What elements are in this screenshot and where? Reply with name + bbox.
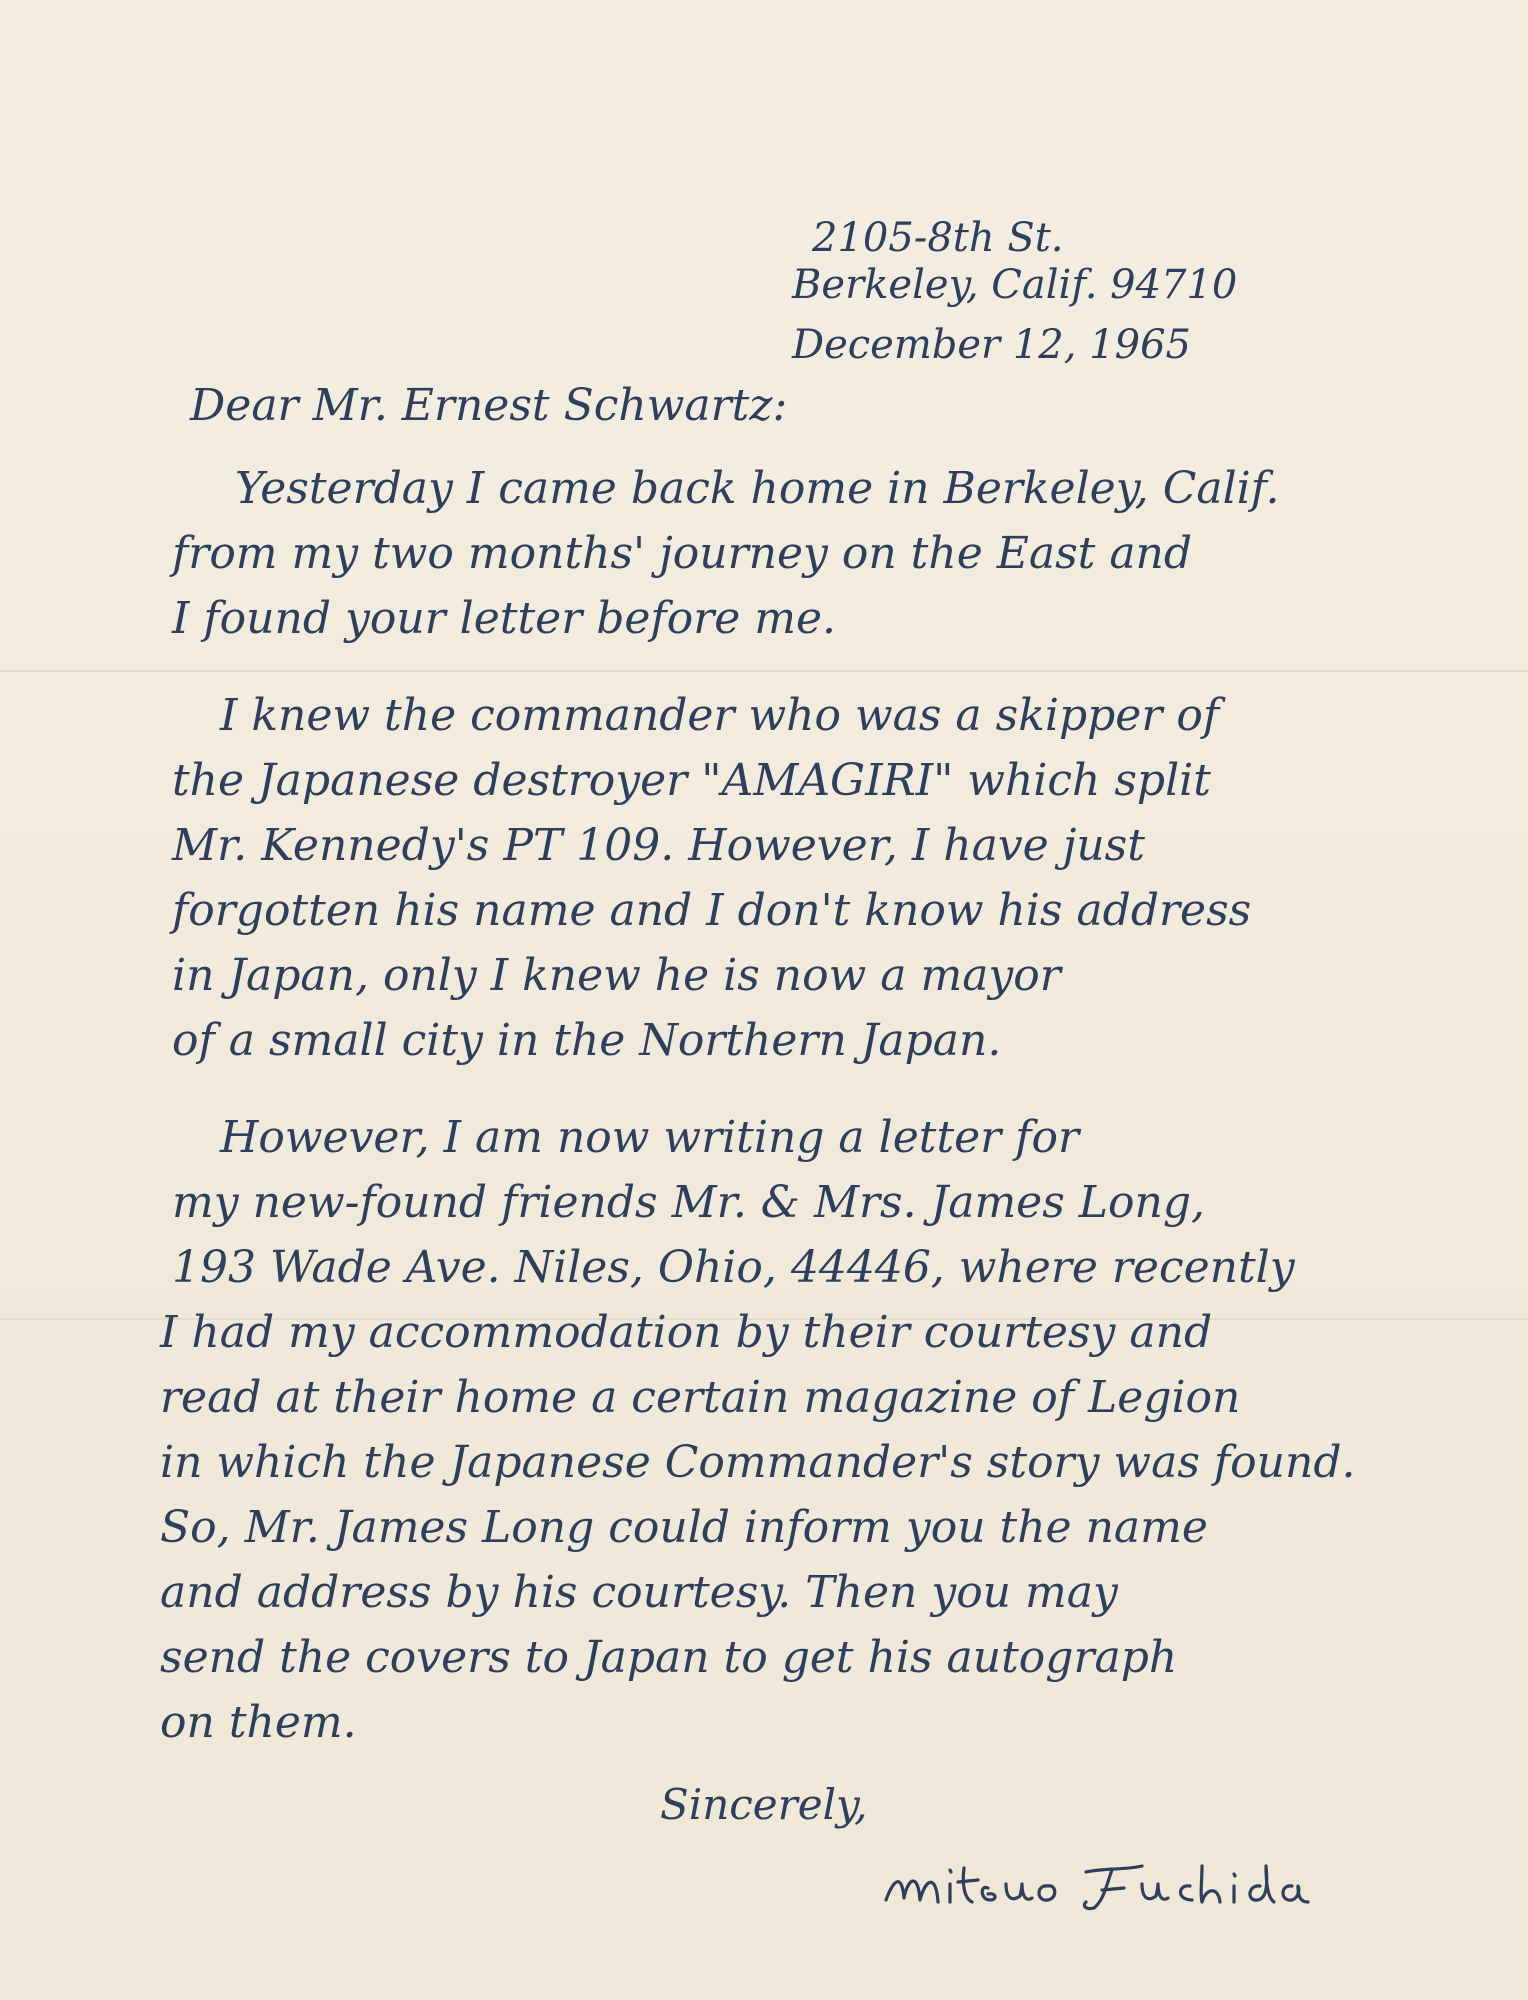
body-line: However, I am now writing a letter for xyxy=(220,1112,1079,1163)
handwritten-signature xyxy=(880,1848,1310,1918)
body-line: Yesterday I came back home in Berkeley, Calif. xyxy=(235,463,1280,514)
fold-line xyxy=(0,670,1528,672)
body-line: the Japanese destroyer "AMAGIRI" which split xyxy=(172,755,1211,806)
salutation: Dear Mr. Ernest Schwartz: xyxy=(190,380,788,431)
body-line: I had my accommodation by their courtesy and xyxy=(160,1307,1213,1358)
body-line: my new-found friends Mr. & Mrs. James Long, xyxy=(172,1177,1205,1228)
body-line: read at their home a certain magazine of Legion xyxy=(160,1372,1241,1423)
body-line: forgotten his name and I don't know his address xyxy=(172,885,1252,936)
body-line: send the covers to Japan to get his autograph xyxy=(160,1632,1178,1683)
body-line: I knew the commander who was a skipper of xyxy=(220,690,1220,741)
body-line: So, Mr. James Long could inform you the name xyxy=(160,1502,1208,1553)
body-line: of a small city in the Northern Japan. xyxy=(172,1015,1002,1066)
address-line-street: 2105-8th St. xyxy=(812,215,1064,261)
body-line: Mr. Kennedy's PT 109. However, I have just xyxy=(172,820,1145,871)
body-line: I found your letter before me. xyxy=(172,593,836,644)
body-line: in which the Japanese Commander's story was found. xyxy=(160,1437,1356,1488)
letter-date: December 12, 1965 xyxy=(792,322,1191,368)
body-line: from my two months' journey on the East and xyxy=(172,528,1193,579)
signature-drawing xyxy=(880,1848,1310,1918)
body-line: 193 Wade Ave. Niles, Ohio, 44446, where recently xyxy=(172,1242,1295,1293)
body-line: on them. xyxy=(160,1697,357,1748)
body-line: and address by his courtesy. Then you may xyxy=(160,1567,1118,1618)
body-line: in Japan, only I knew he is now a mayor xyxy=(172,950,1061,1001)
closing: Sincerely, xyxy=(660,1780,868,1829)
address-line-city: Berkeley, Calif. 94710 xyxy=(792,262,1238,308)
